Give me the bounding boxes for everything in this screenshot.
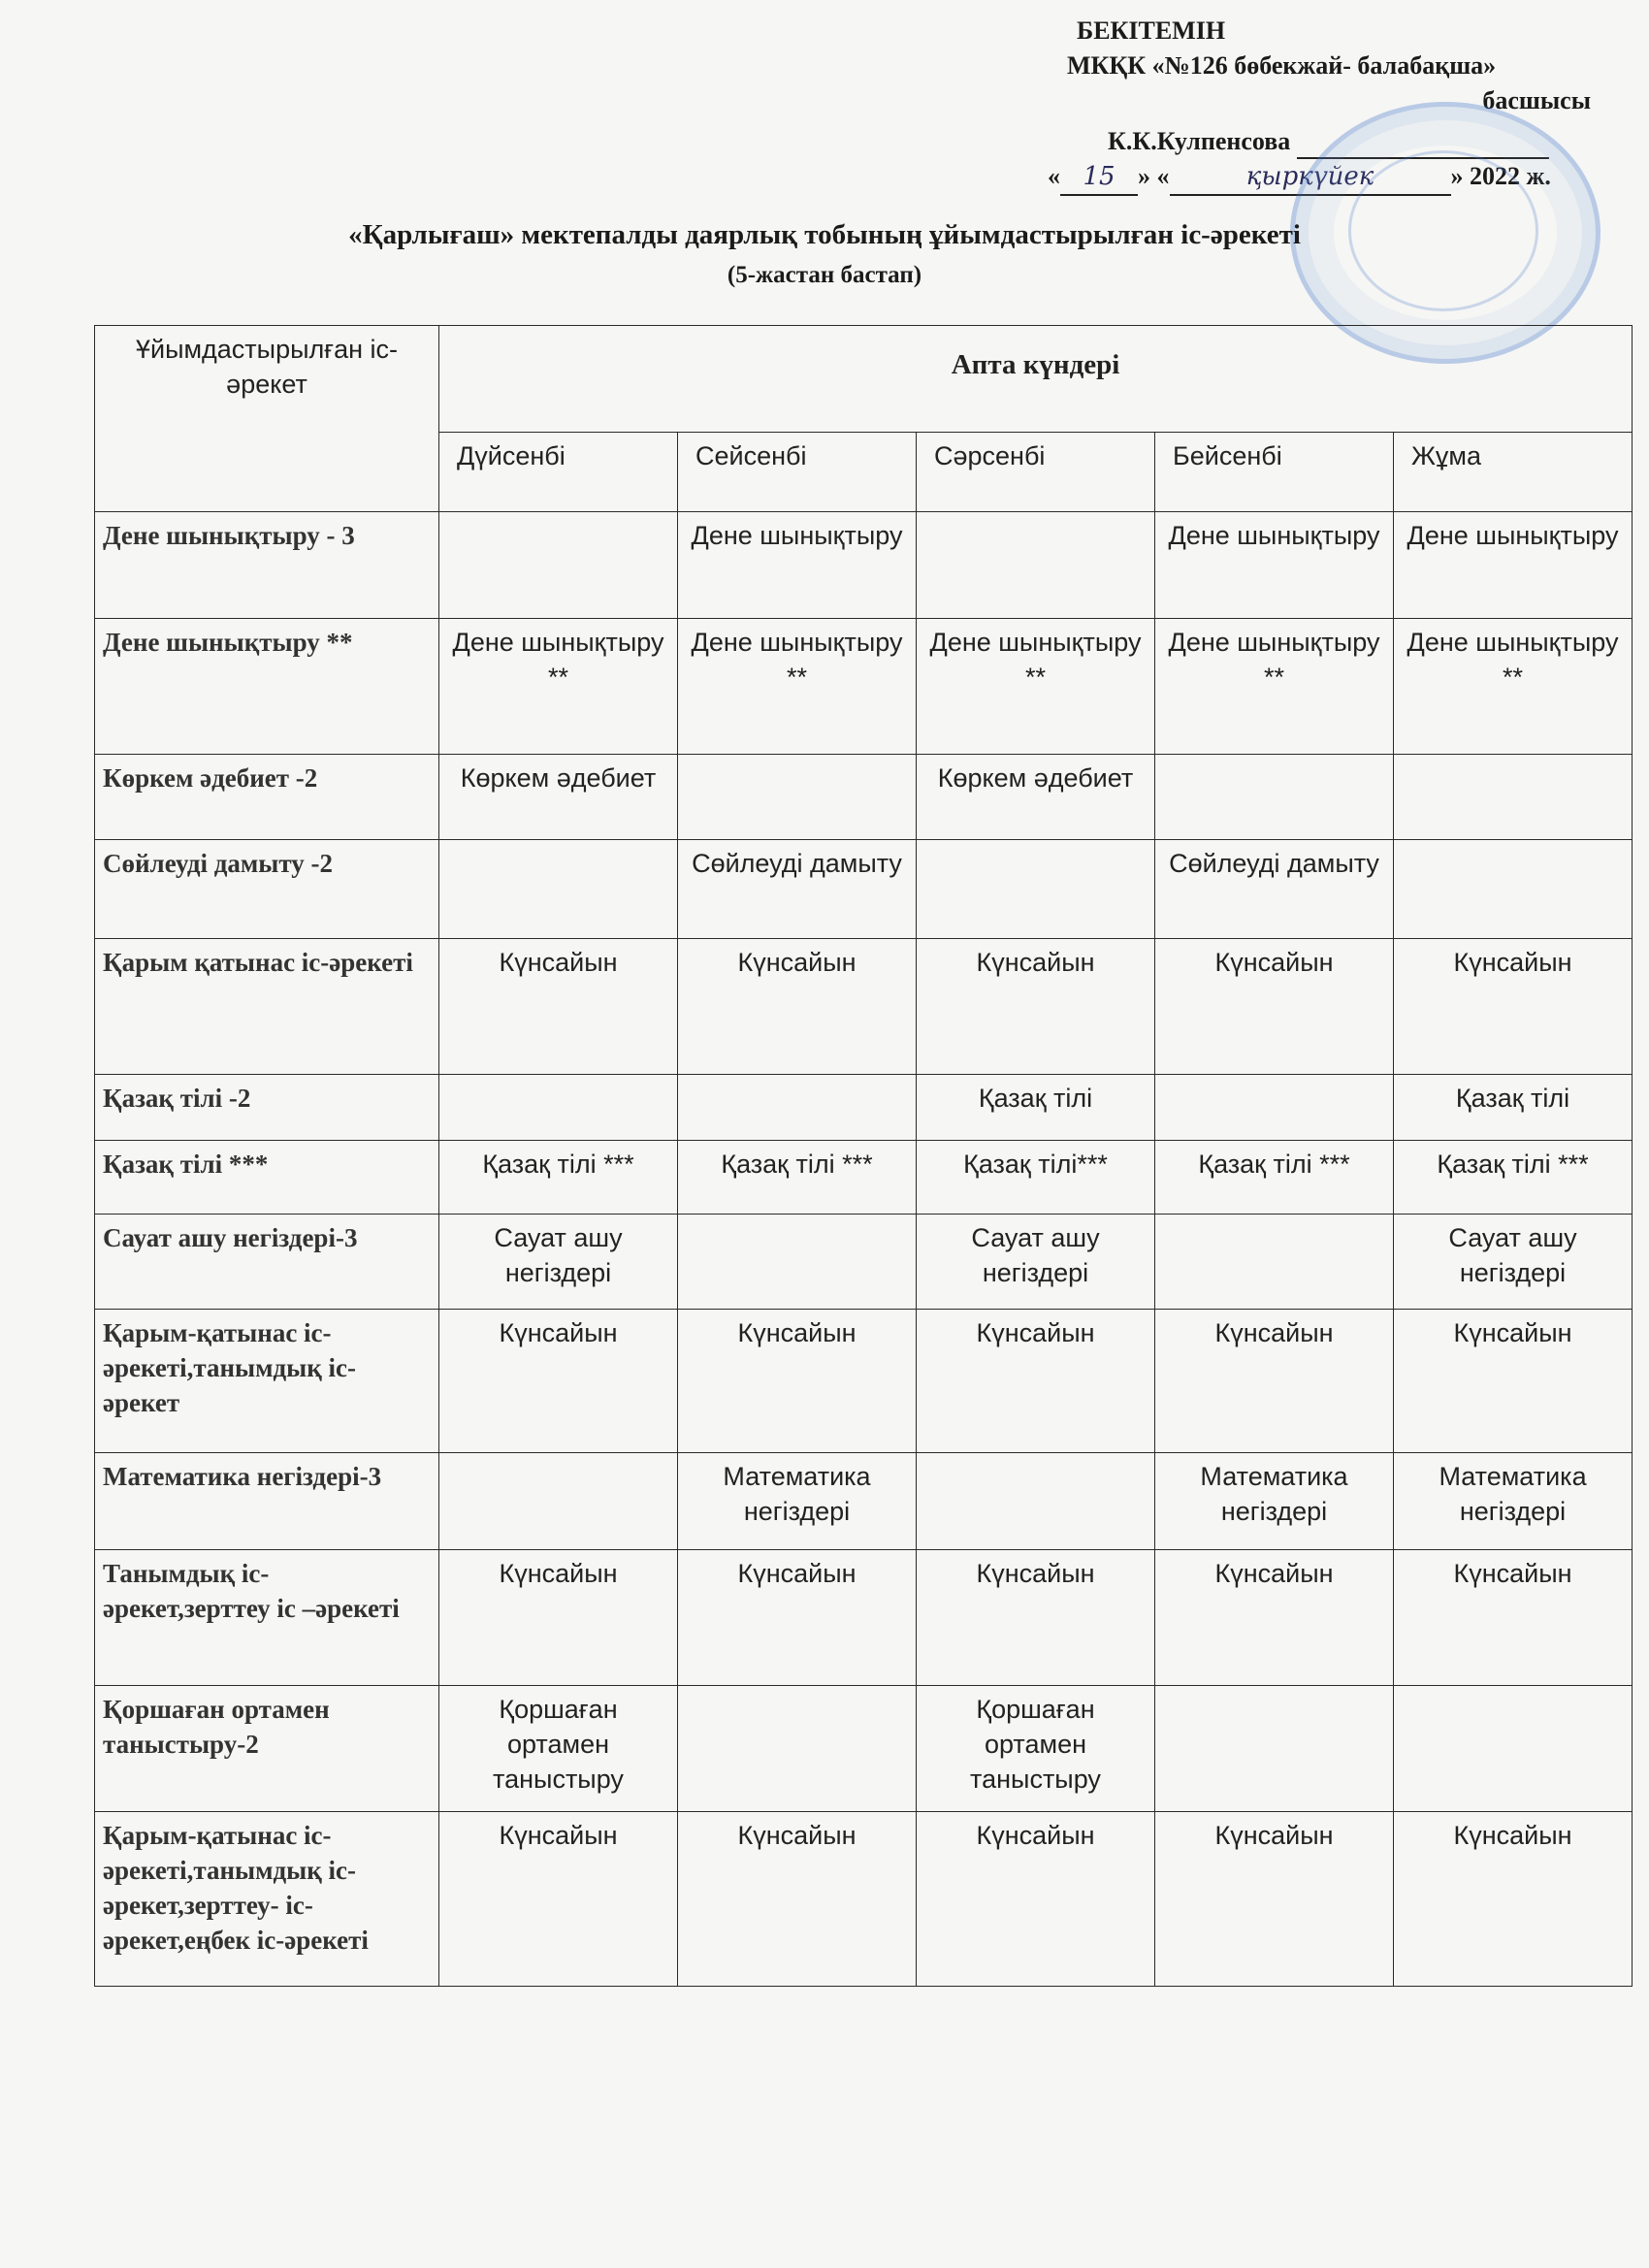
schedule-cell <box>439 1075 678 1141</box>
table-row <box>95 1075 1633 1141</box>
table-row <box>95 1310 1633 1453</box>
schedule-cell: Қазақ тілі <box>917 1075 1155 1141</box>
schedule-cell: Күнсайын <box>678 1812 917 1987</box>
schedule-cell: Сауат ашу негіздері <box>917 1215 1155 1310</box>
table-row <box>95 1215 1633 1310</box>
schedule-cell: Дене шынықтыру <box>1394 512 1633 619</box>
schedule-cell: Дене шынықтыру <box>678 512 917 619</box>
schedule-cell: Күнсайын <box>1155 1812 1394 1987</box>
schedule-cell: Қазақ тілі*** <box>917 1141 1155 1215</box>
table-header-row <box>95 326 1633 433</box>
document-title: «Қарлығаш» мектепалды даярлық тобының ұйымдастырылған іс-әрекеті <box>348 219 1301 250</box>
schedule-cell <box>678 1075 917 1141</box>
schedule-table <box>94 325 1633 1987</box>
schedule-cell <box>439 840 678 939</box>
day-wednesday: Сәрсенбі <box>917 433 1155 512</box>
approval-signer: К.К.Кулпенсова <box>1108 127 1291 155</box>
schedule-cell: Сауат ашу негіздері <box>1394 1215 1633 1310</box>
date-open: « <box>1048 162 1060 190</box>
subject-cell: Қоршаған ортамен таныстыру-2 <box>95 1686 439 1812</box>
schedule-cell: Күнсайын <box>1394 1310 1633 1453</box>
schedule-cell: Дене шынықтыру ** <box>917 619 1155 755</box>
schedule-cell: Күнсайын <box>678 1550 917 1686</box>
schedule-cell: Көркем әдебиет <box>439 755 678 840</box>
approval-heading: БЕКІТЕМІН <box>1077 16 1226 45</box>
schedule-cell: Күнсайын <box>439 1812 678 1987</box>
table-row <box>95 1453 1633 1550</box>
subject-cell: Сауат ашу негіздері-3 <box>95 1215 439 1310</box>
corner-header: Ұйымдастырылған іс-әрекет <box>95 326 439 512</box>
document-subtitle: (5-жастан бастап) <box>727 262 922 288</box>
date-mid: » « <box>1138 162 1170 190</box>
schedule-cell: Қазақ тілі *** <box>1155 1141 1394 1215</box>
table-row <box>95 512 1633 619</box>
schedule-cell: Күнсайын <box>1155 1310 1394 1453</box>
schedule-cell: Күнсайын <box>439 939 678 1075</box>
schedule-cell: Күнсайын <box>917 1550 1155 1686</box>
schedule-cell <box>439 1453 678 1550</box>
subject-cell: Қарым-қатынас іс-әрекеті,танымдық іс-әрекет,зерттеу- іс-әрекет,еңбек іс-әрекеті <box>95 1812 439 1987</box>
schedule-cell: Сауат ашу негіздері <box>439 1215 678 1310</box>
schedule-cell: Қазақ тілі *** <box>439 1141 678 1215</box>
schedule-cell <box>1394 755 1633 840</box>
day-thursday: Бейсенбі <box>1155 433 1394 512</box>
schedule-cell <box>1394 1686 1633 1812</box>
schedule-cell <box>917 512 1155 619</box>
table-row <box>95 840 1633 939</box>
subject-cell: Дене шынықтыру ** <box>95 619 439 755</box>
table-row <box>95 1141 1633 1215</box>
schedule-cell: Көркем әдебиет <box>917 755 1155 840</box>
schedule-cell <box>1155 1215 1394 1310</box>
approval-position: басшысы <box>1482 86 1591 114</box>
schedule-cell: Күнсайын <box>439 1310 678 1453</box>
date-day: 15 <box>1060 159 1138 196</box>
schedule-cell: Күнсайын <box>917 1812 1155 1987</box>
schedule-cell <box>917 1453 1155 1550</box>
schedule-cell <box>678 1215 917 1310</box>
schedule-cell: Сөйлеуді дамыту <box>1155 840 1394 939</box>
schedule-cell <box>917 840 1155 939</box>
table-row <box>95 1812 1633 1987</box>
schedule-cell: Күнсайын <box>1394 1550 1633 1686</box>
schedule-cell <box>1155 1075 1394 1141</box>
schedule-cell: Дене шынықтыру ** <box>1394 619 1633 755</box>
schedule-cell: Күнсайын <box>1394 1812 1633 1987</box>
schedule-cell: Қазақ тілі *** <box>678 1141 917 1215</box>
day-monday: Дүйсенбі <box>439 433 678 512</box>
subject-cell: Көркем әдебиет -2 <box>95 755 439 840</box>
subject-cell: Сөйлеуді дамыту -2 <box>95 840 439 939</box>
schedule-cell <box>1155 1686 1394 1812</box>
schedule-cell <box>1155 755 1394 840</box>
schedule-cell: Күнсайын <box>678 1310 917 1453</box>
subject-cell: Қарым-қатынас іс-әрекеті,танымдық іс-әрекет <box>95 1310 439 1453</box>
schedule-cell: Математика негіздері <box>1155 1453 1394 1550</box>
schedule-cell <box>678 755 917 840</box>
subject-cell: Математика негіздері-3 <box>95 1453 439 1550</box>
schedule-cell: Күнсайын <box>1155 1550 1394 1686</box>
day-tuesday: Сейсенбі <box>678 433 917 512</box>
schedule-cell <box>439 512 678 619</box>
schedule-cell: Дене шынықтыру <box>1155 512 1394 619</box>
subject-cell: Қазақ тілі *** <box>95 1141 439 1215</box>
day-friday: Жұма <box>1394 433 1633 512</box>
schedule-cell: Күнсайын <box>439 1550 678 1686</box>
date-year: » 2022 ж. <box>1450 162 1551 190</box>
date-month: қыркүйек <box>1170 159 1451 196</box>
schedule-cell: Қазақ тілі <box>1394 1075 1633 1141</box>
schedule-cell: Дене шынықтыру ** <box>678 619 917 755</box>
schedule-cell: Қоршаған ортамен таныстыру <box>439 1686 678 1812</box>
week-days-header: Апта күндері <box>439 326 1633 433</box>
schedule-cell <box>678 1686 917 1812</box>
schedule-cell: Математика негіздері <box>1394 1453 1633 1550</box>
schedule-cell: Дене шынықтыру ** <box>1155 619 1394 755</box>
schedule-cell: Күнсайын <box>917 939 1155 1075</box>
subject-cell: Дене шынықтыру - 3 <box>95 512 439 619</box>
subject-cell: Танымдық іс-әрекет,зерттеу іс –әрекеті <box>95 1550 439 1686</box>
schedule-cell: Күнсайын <box>1155 939 1394 1075</box>
table-row <box>95 1550 1633 1686</box>
table-row <box>95 1686 1633 1812</box>
schedule-cell: Күнсайын <box>1394 939 1633 1075</box>
table-row <box>95 755 1633 840</box>
schedule-cell: Күнсайын <box>678 939 917 1075</box>
schedule-cell: Қазақ тілі *** <box>1394 1141 1633 1215</box>
table-row <box>95 939 1633 1075</box>
schedule-cell: Сөйлеуді дамыту <box>678 840 917 939</box>
subject-cell: Қазақ тілі -2 <box>95 1075 439 1141</box>
schedule-cell: Дене шынықтыру ** <box>439 619 678 755</box>
approval-organization: МКҚК «№126 бөбекжай- балабақша» <box>1067 51 1497 80</box>
schedule-cell: Күнсайын <box>917 1310 1155 1453</box>
table-row <box>95 619 1633 755</box>
schedule-cell: Математика негіздері <box>678 1453 917 1550</box>
subject-cell: Қарым қатынас іс-әрекеті <box>95 939 439 1075</box>
schedule-cell <box>1394 840 1633 939</box>
schedule-cell: Қоршаған ортамен таныстыру <box>917 1686 1155 1812</box>
